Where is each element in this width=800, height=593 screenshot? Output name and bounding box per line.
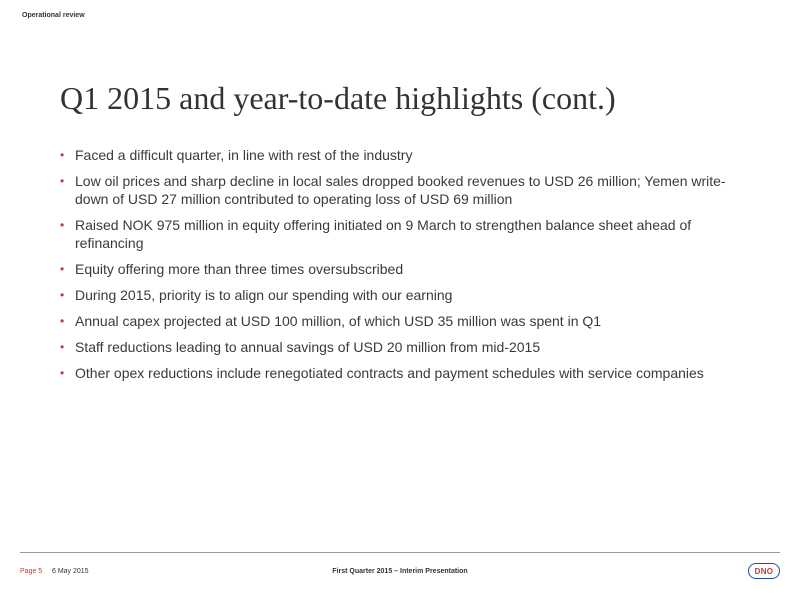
dno-logo [748,563,780,579]
bullet-dot-icon: • [60,340,65,354]
section-label: Operational review [22,12,85,19]
footer-date: 6 May 2015 [52,568,89,575]
bullet-text: Faced a difficult quarter, in line with rest of the industry [75,147,413,163]
bullet-dot-icon: • [60,314,65,328]
bullet-text: During 2015, priority is to align our spending with our earning [75,287,453,303]
bullet-dot-icon: • [60,148,65,162]
bullet-dot-icon: • [60,366,65,380]
bullet-text: Raised NOK 975 million in equity offering initiated on 9 March to strengthen balance sheet ahead of refinancing [75,217,692,251]
bullet-dot-icon: • [60,174,65,188]
slide-title: Q1 2015 and year-to-date highlights (cont.) [60,80,616,116]
bullet-item [60,260,750,278]
bullet-list [60,146,750,390]
bullet-text: Other opex reductions include renegotiated contracts and payment schedules with service companies [75,365,704,381]
footer-divider [20,552,780,553]
bullet-text: Low oil prices and sharp decline in local sales dropped booked revenues to USD 26 million; Yemen write-down of USD 27 million contributed to operating loss of USD 69 million [75,173,726,207]
bullet-dot-icon: • [60,218,65,232]
bullet-dot-icon: • [60,288,65,302]
bullet-item [60,216,750,252]
bullet-item [60,286,750,304]
bullet-item [60,338,750,356]
bullet-item [60,364,750,382]
bullet-dot-icon: • [60,262,65,276]
bullet-item [60,312,750,330]
dno-logo-text: DNO [754,566,774,576]
bullet-text: Equity offering more than three times oversubscribed [75,261,404,277]
bullet-text: Annual capex projected at USD 100 million, of which USD 35 million was spent in Q1 [75,313,602,329]
footer-presentation-title: First Quarter 2015 – Interim Presentation [332,568,468,575]
bullet-item [60,172,750,208]
page-number: Page 5 [20,568,43,575]
bullet-item [60,146,750,164]
bullet-text: Staff reductions leading to annual savings of USD 20 million from mid-2015 [75,339,541,355]
